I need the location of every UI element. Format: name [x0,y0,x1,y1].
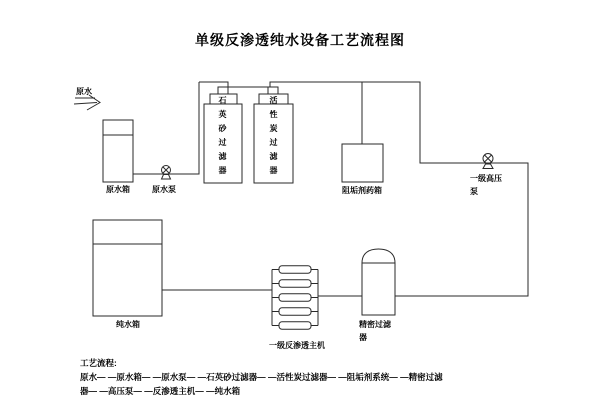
feed-arrow-icon [74,95,100,110]
pure-water-tank [93,220,162,316]
antiscalant-tank [342,144,383,182]
antiscalant-tank-label: 阻垢剂药箱 [342,186,382,195]
process-flow-line2: 器— —高压泵— —反渗透主机— —纯水箱 [80,386,241,396]
ro-unit-label: 一级反渗透主机 [269,341,325,350]
raw-water-pump-label: 原水泵 [152,185,176,194]
process-flow-line1: 原水— —原水箱— —原水泵— —石英砂过滤器— —活性炭过滤器— —阻垢剂系统— —精密过滤 [80,372,443,382]
raw-water-pump-icon [162,166,171,180]
pipe-rawtank-to-riser [133,82,199,174]
ro-membrane-rack [272,266,318,330]
page-title: 单级反渗透纯水设备工艺流程图 [195,32,405,48]
feed-water-label: 原水 [76,87,92,96]
raw-water-tank [103,120,133,182]
quartz-sand-filter-label: 石英砂过滤器 [218,96,227,180]
precision-filter [362,249,395,315]
pure-water-tank-label: 纯水箱 [116,320,140,329]
precision-filter-label: 精密过滤器 [359,320,391,342]
high-pressure-pump-label: 一级高压泵 [470,174,502,196]
pipe-network [133,82,528,296]
process-flow-heading: 工艺流程: [80,358,117,368]
raw-water-tank-label: 原水箱 [106,185,130,194]
activated-carbon-filter-label: 活性炭过滤器 [269,96,278,180]
high-pressure-pump-icon [483,154,493,169]
